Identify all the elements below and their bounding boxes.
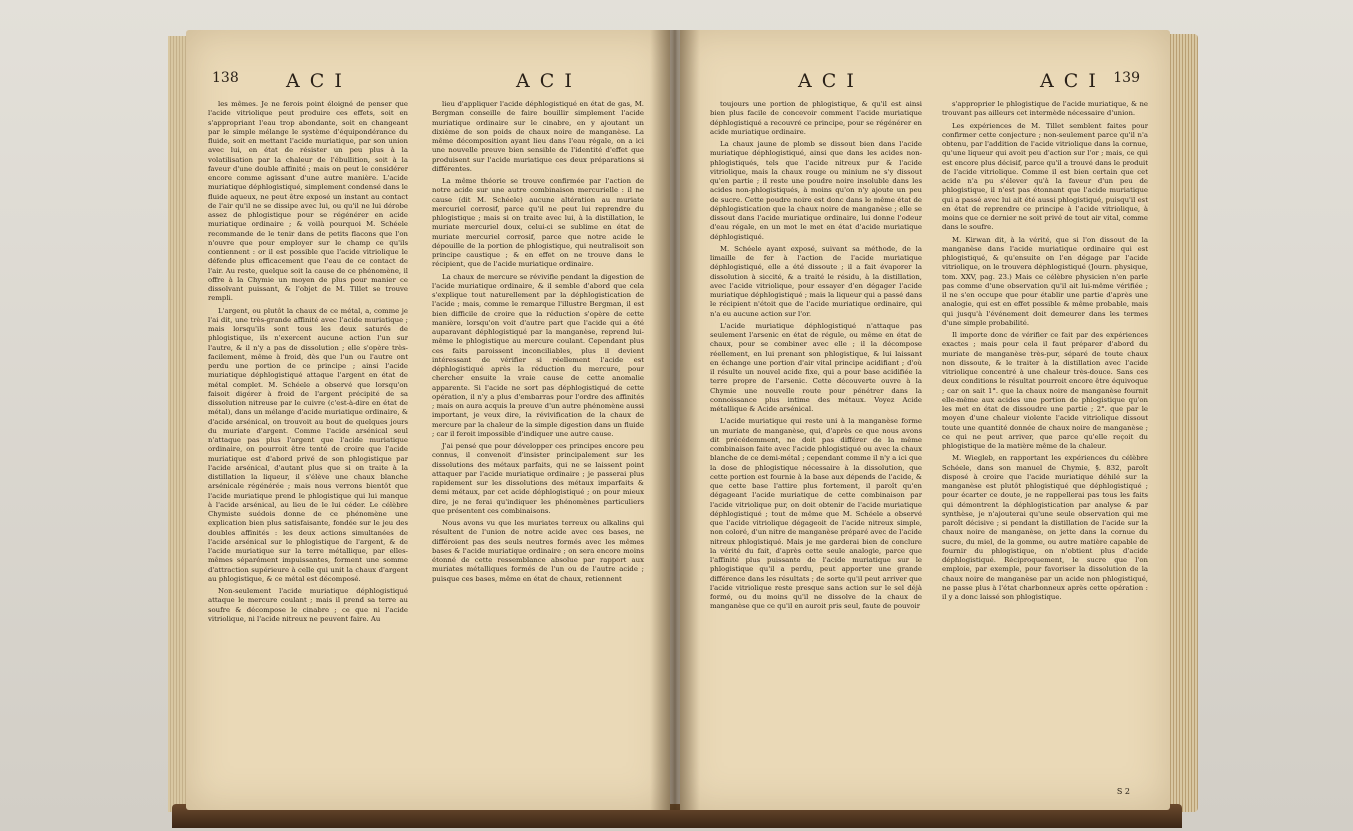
running-head-right: A C I: [516, 70, 574, 92]
paragraph: toujours une portion de phlogistique, & qu'il est ainsi bien plus facile de concevoir comment l'acide muriatique déphlogistiqué a recouvré ce principe, pour se régénérer en acide muriatique ordinaire.: [710, 100, 922, 136]
paragraph: J'ai pensé que pour développer ces principes encore peu connus, il convenoit d'insister principalement sur les dissolutions des métaux parfaits, qui ne se laissent point attaquer par l'acide muriatique ordinaire ; je passerai plus rapidement sur les dissolutions des métaux imparfaits & demi métaux, par cet acide déphlogistiqué ; on pour mieux dire, je ne ferai qu'indiquer les phénomènes particuliers que présentent ces combinaisons.: [432, 442, 644, 515]
paragraph: M. Schéele ayant exposé, suivant sa méthode, de la limaille de fer à l'action de l'acide muriatique déphlogistiqué, elle a été dissoute ; il a fait évaporer la dissolution à siccité, & a traité le résidu, à la distillation, avec l'acide vitriolique, pour essayer d'en dégager l'acide muriatique déphlogistiqué ; mais la liqueur qui a passé dans le récipient n'étoit que de l'acide muriatique ordinaire, qui n'a eu aucune action sur l'or.: [710, 244, 922, 318]
left-column-1: [208, 100, 408, 795]
running-head-left: A C I: [286, 70, 344, 92]
paragraph: s'approprier le phlogistique de l'acide muriatique, & ne trouvant pas ailleurs cet intermède nécessaire d'union.: [942, 100, 1148, 118]
paragraph: La même théorie se trouve confirmée par l'action de notre acide sur une autre combinaison mercurielle : il ne cause (dit M. Schéele) aucune altération au muriate mercuriel corrosif, parce qu'il ne peut lui reprendre du phlogistique ; mais si on traite avec lui, à la distillation, le muriate mercuriel doux, celui-ci se sublime en état de muriate mercuriel corrosif, parce que notre acide le dépouille de la portion de phlogistique, qui neutralisoit son principe caustique ; & en effet on ne trouve dans le récipient, que de l'acide muriatique ordinaire.: [432, 177, 644, 269]
left-column-2: [432, 100, 644, 795]
page-number: 138: [212, 70, 239, 86]
left-running-head: [186, 70, 670, 92]
paragraph: lieu d'appliquer l'acide déphlogistiqué en état de gas, M. Bergman conseille de faire bouillir simplement l'acide muriatique ordinaire sur le cinabre, en y ajoutant un dixième de son poids de chaux noire de manganèse. La même décomposition ayant lieu dans l'eau régale, on a ici une nouvelle preuve bien sensible de l'identité d'effet que produisent sur l'acide muriatique ces deux préparations si différentes.: [432, 100, 644, 173]
paragraph: L'acide muriatique déphlogistiqué n'attaque pas seulement l'arsenic en état de régule, ou même en état de chaux, pour se combiner avec elle ; il la décompose réellement, en lui prenant son phlogistique, & lui laissant en échange une portion d'air vital principe acidifiant ; d'où il résulte un nouvel acide fixe, qui a pour base acidifiée la terre propre de l'arsenic. Cette découverte ouvre à la Chymie une nouvelle route pour pénétrer dans la connoissance plus intime des métaux. Voyez Acide métallique & Acide arsénical.: [710, 321, 922, 413]
paragraph: Il importe donc de vérifier ce fait par des expériences exactes ; mais pour cela il faut préparer d'abord du muriate de manganèse très-pur, séparé de toute chaux non dissoute, & le traiter à la distillation avec l'acide vitriolique concentré à une chaleur très-douce. Sans ces deux conditions le résultat pourroit encore être équivoque ; car on sait 1°. que la chaux noire de manganèse fournit elle-même aux acides une portion de phlogistique qu'on les met en état de dissoudre une partie ; 2°. que par le moyen d'une chaleur violente l'acide vitriolique dissout toute une quantité donnée de chaux noire de manganèse ; ce qui ne peut arriver, que parce qu'elle reçoit du phlogistique de la matière même de la chaleur.: [942, 331, 1148, 450]
paragraph: M. Kirwan dit, à la vérité, que si l'on dissout de la manganèse dans l'acide muriatique ordinaire qui est phlogistiqué, & qu'ensuite on l'en dégage par l'acide vitriolique, on le trouvera déphlogistiqué (Journ. physique, tom. XXV, pag. 23.) Mais ce célèbre physicien n'en parle pas comme d'une observation qu'il ait lui-même vérifiée ; il ne s'en occupe que pour établir une partie d'après une analogie, qui est en effet possible & même probable, mais qui jusqu'à l'événement doit demeurer dans les termes d'une simple probabilité.: [942, 235, 1148, 327]
paragraph: les mêmes. Je ne ferois point éloigné de penser que l'acide vitriolique peut produire ces effets, soit en s'appropriant l'eau trop abondante, soit en changeant par le simple mélange le système d'équipondérance du fluide, soit en mettant l'acide muriatique, par son union avec lui, en état de résister un peu plus à la volatilisation par la chaleur de l'ébullition, soit à la faveur d'une double affinité ; mais on peut le considérer encore comme agissant d'une autre manière. L'acide muriatique déphlogistiqué, simplement condensé dans le fluide aqueux, ne peut être exposé un instant au contact de l'air qu'il ne se dissipe avec lui, ou qu'il ne lui dérobe assez de phlogistique pour se régénérer en acide muriatique ordinaire ; & voilà pourquoi M. Schéele recommande de le tenir dans de petits flacons que l'on n'ouvre que pour employer sur le champ ce qu'ils contiennent : or il est possible que l'acide vitriolique le défende plus efficacement que l'eau de ce contact de l'air. Au reste, quelque soit la cause de ce phénomène, il offre à la Chymie un moyen de plus pour manier ce dissolvant puissant, & l'objet de M. Tillet se trouve rempli.: [208, 100, 408, 303]
right-running-head: [680, 70, 1170, 92]
paragraph: M. Wiegleb, en rapportant les expériences du célèbre Schéele, dans son manuel de Chymie, §. 832, paroît disposé à croire que l'acide muriatique déhilé sur la manganèse est plutôt phlogistiqué que déphlogistiqué ; pour écarter ce doute, je ne rappellerai pas tous les faits qui démontrent la déphlogistication par analyse & par synthèse, je n'ajouterai qu'une seule observation qui me paroît décisive ; si pendant la distillation de l'acide sur la chaux noire de manganèse, on jette dans la cornue du sucre, du miel, de la gomme, ou autre matière capable de fournir du phlogistique, on n'obtient plus d'acide déphlogistiqué. Réciproquement, le sucre que l'on emploie, par exemple, pour favoriser la dissolution de la chaux noire de manganèse par un acide non phlogistiqué, ne passe plus à l'état charbonneux après cette opération : il y a donc laissé son phlogistique.: [942, 454, 1148, 601]
paragraph: Les expériences de M. Tillet semblent faites pour confirmer cette conjecture ; non-seulement parce qu'il n'a obtenu, par l'addition de l'acide vitriolique dans la cornue, qu'une liqueur qui avoit peu d'action sur l'or ; mais, ce qui est encore plus décisif, parce qu'il a trouvé dans le produit de l'acide vitriolique. Comme il est bien certain que cet acide n'a pu s'élever qu'à la faveur d'un peu de phlogistique, il n'est pas étonnant que l'acide muriatique qui a passé avec lui ait été aussi phlogistiqué, puisqu'il est en état de reprendre ce principe à l'acide vitriolique, à moins que ce dernier ne soit privé de tout air vital, comme dans le soufre.: [942, 121, 1148, 232]
left-page: [186, 30, 670, 810]
right-page-edges: [1168, 34, 1198, 812]
right-page: [680, 30, 1170, 810]
paragraph: Nous avons vu que les muriates terreux ou alkalins qui résultent de l'union de notre acide avec ces bases, ne différoient pas des seuls neutres formés avec les mêmes bases & l'acide muriatique ordinaire ; on sera encore moins étonné de cette ressemblance absolue par rapport aux muriates métalliques formés de l'un ou de l'autre acide ; puisque ces bases, même en état de chaux, retiennent: [432, 519, 644, 583]
paragraph: L'acide muriatique qui reste uni à la manganèse forme un muriate de manganèse, qui, d'après ce que nous avons dit précédemment, ne doit pas différer de la même combinaison faite avec l'acide phlogistiqué ou avec la chaux blanche de ce demi-métal ; cependant comme il n'y a ici que la dose de phlogistique nécessaire à la dissolution, que cette portion est fournie à la base aux dépends de l'acide, & que cette base l'attire plus fortement, il paroît qu'en dégageant l'acide muriatique de cette combinaison par l'acide vitriolique pur, on doit obtenir de l'acide muriatique déphlogistiqué ; tout de même que M. Schéele a observé que l'acide vitriolique dégageoit de l'acide nitreux simple, non coloré, d'un nitre de manganèse préparé avec de l'acide nitreux phlogistiqué. Mais je me garderai bien de conclure la vérité du fait, d'après cette seule analogie, parce que l'affinité plus puissante de l'acide muriatique sur le phlogistique qu'il a perdu, peut apporter une grande différence dans les résultats ; de sorte qu'il peut arriver que l'acide vitriolique reste presque sans action sur le sel déjà formé, ou du moins qu'il ne dissolve de la chaux de manganèse que ce qu'il en auroit pris seul, faute de pouvoir: [710, 417, 922, 611]
paragraph: La chaux de mercure se révivifie pendant la digestion de l'acide muriatique ordinaire, & il semble d'abord que cela s'explique tout naturellement par la déphlogistication de l'acide ; mais, comme le remarque l'illustre Bergman, il est bien difficile de croire que la réduction s'opère de cette manière, lorsqu'on voit d'autre part que l'acide qui a été auparavant déphlogistiqué par la manganèse, reprend lui-même le phlogistique au mercure coulant. Cependant plus ces faits paroissent inconciliables, plus il devient intéressant de vérifier si réellement l'acide est déphlogistiqué après la réduction du mercure, pour chercher ensuite la vraie cause de cette anomalie apparente. Si l'acide ne sort pas déphlogistiqué de cette opération, il n'y a plus d'embarras pour l'ordre des affinités ; mais on aura acquis la preuve d'un autre phénomène aussi important, je veux dire, la révivification de la chaux de mercure par la chaleur de la simple digestion dans un fluide ; car il feroit impossible d'indiquer une autre cause.: [432, 272, 644, 438]
paragraph: Non-seulement l'acide muriatique déphlogistiqué attaque le mercure coulant ; mais il prend sa terre au soufre & décompose le cinabre ; ce que ni l'acide vitriolique, ni l'acide nitreux ne peuvent faire. Au: [208, 587, 408, 623]
running-head-left: A C I: [798, 70, 856, 92]
right-column-1: [710, 100, 922, 795]
right-column-2: [942, 100, 1148, 795]
left-page-edges: [168, 36, 188, 812]
signature-mark: S 2: [1116, 787, 1130, 796]
paragraph: L'argent, ou plutôt la chaux de ce métal, a, comme je l'ai dit, une très-grande affinité avec l'acide muriatique ; mais lorsqu'ils sont tous les deux saturés de phlogistique, ils n'exercent aucune action l'un sur l'autre, & il n'y a pas de dissolution ; elle s'opère très-facilement, même à froid, dès que l'un ou l'autre ont perdu une portion de ce principe ; ainsi l'acide muriatique déphlogistiqué attaque l'argent en état de métal complet. M. Schéele a observé que lorsqu'on faisoit digérer à froid de l'argent précipité de sa dissolution nitreuse par le cuivre (c'est-à-dire en état de métal), dans un mélange d'acide muriatique ordinaire, & d'acide arsénical, on trouvoit au bout de quelques jours du muriate d'argent. Comme l'acide arsénical seul n'attaque pas plus l'argent que l'acide muriatique ordinaire, on pourroit être tenté de croire que l'acide muriatique est d'abord privé de son phlogistique par l'acide arsénical, d'autant plus que si on traite à la distillation la liqueur, il s'élève une chaux blanche arsénicale régénérée ; mais nous verrons bientôt que l'acide muriatique prend le phlogistique qui lui manque à l'acide arsénical, au lieu de le lui céder. Le célèbre Chymiste suédois donne de ce phénomène une explication bien plus satisfaisante, fondée sur le jeu des doubles affinités : les deux actions simultanées de l'acide arsénical sur le phlogistique de l'argent, & de l'acide muriatique sur la terre métallique, par elles-mêmes séparément impuissantes, forment une somme d'attraction supérieure à celle qui unit la chaux d'argent au phlogistique, & ce métal est décomposé.: [208, 306, 408, 583]
page-number: 139: [1113, 70, 1140, 86]
paragraph: La chaux jaune de plomb se dissout bien dans l'acide muriatique déphlogistiqué, ainsi que dans les acides non-phlogistiqués, tels que l'acide nitreux pur & l'acide vitriolique, mais la chaux rouge ou minium ne s'y dissout qu'en partie ; il reste une poudre noire insoluble dans les acides non-phlogistiqués, à moins qu'on n'y ajoute un peu de sucre. Cette poudre noire est donc dans le même état de déphlogistication que la chaux noire de manganèse ; elle se dissout dans l'acide muriatique ordinaire, lui donne l'odeur d'eau régale, en un mot le met en état d'acide muriatique déphlogistiqué.: [710, 140, 922, 241]
running-head-right: A C I: [1040, 70, 1098, 92]
